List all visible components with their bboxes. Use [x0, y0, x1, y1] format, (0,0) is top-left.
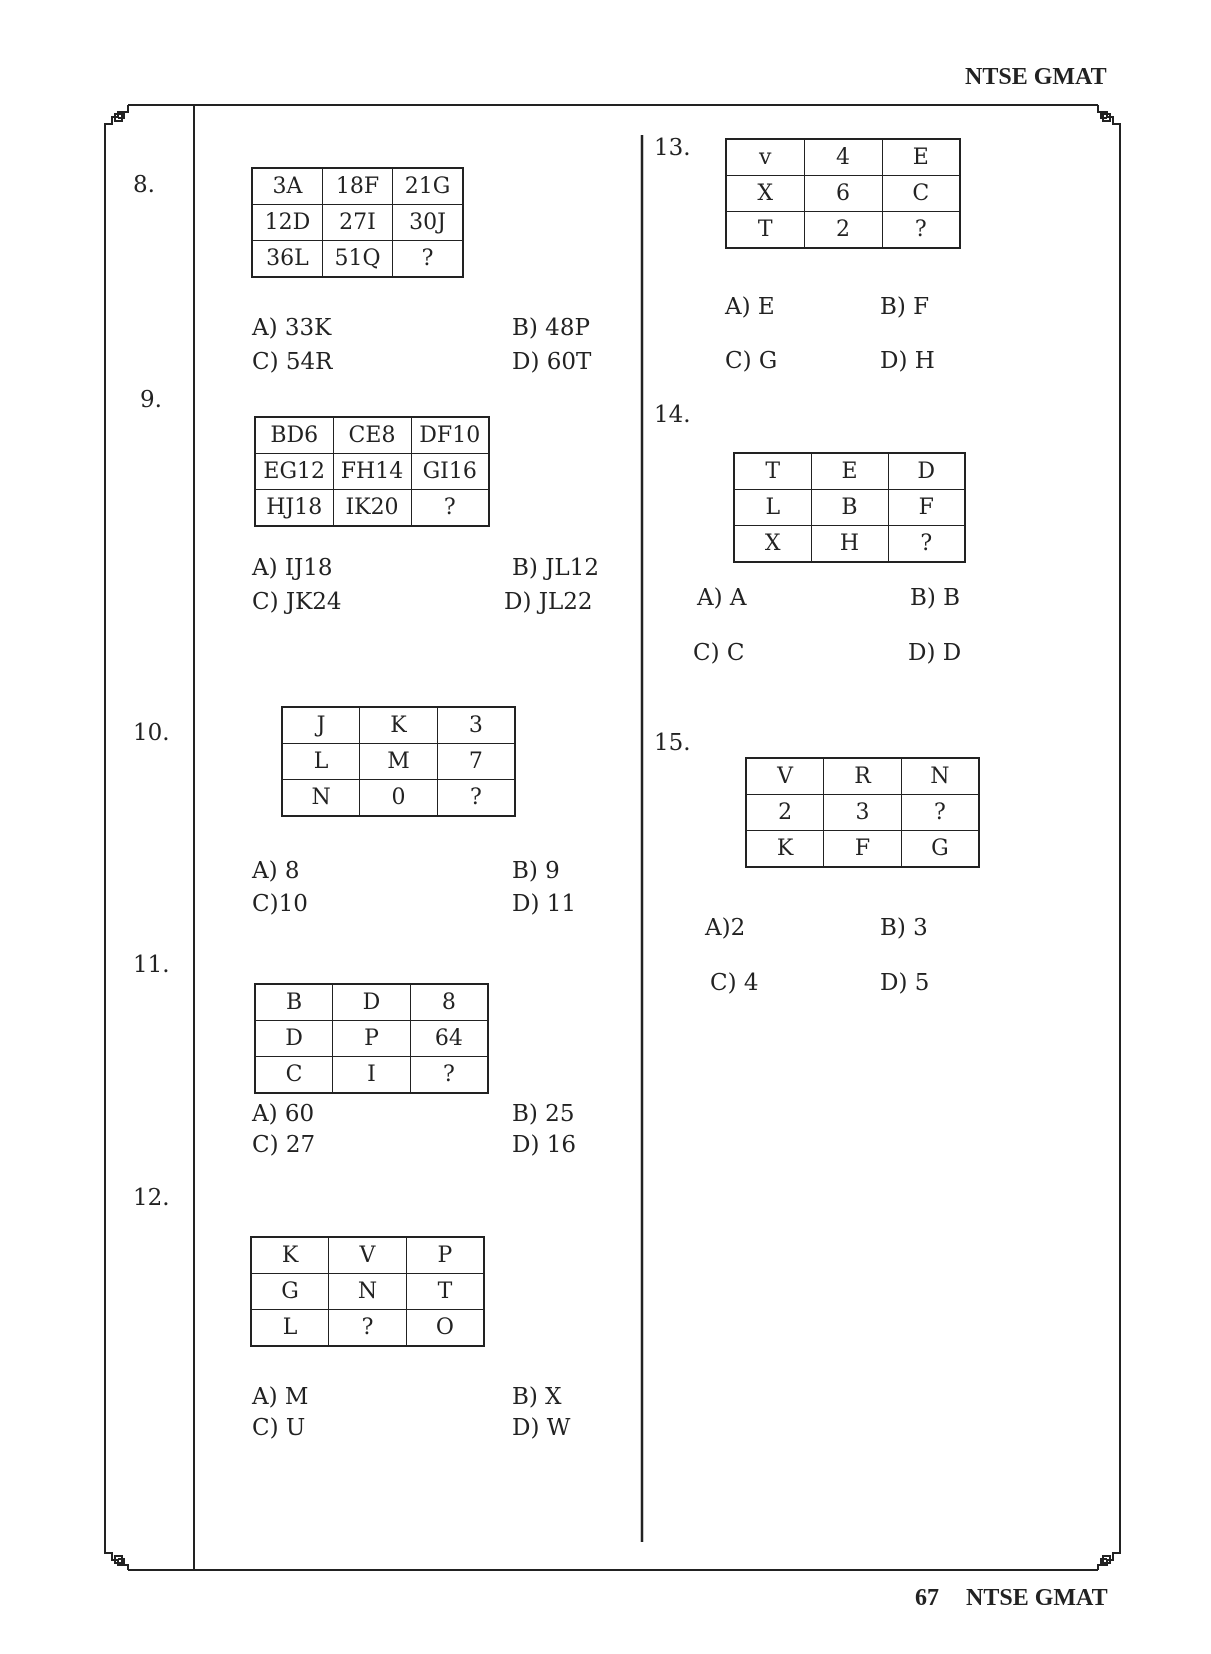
question-12-grid	[250, 1236, 485, 1347]
grid-cell: X	[726, 176, 804, 212]
option-d[interactable]: D) 16	[512, 1132, 576, 1158]
grid-cell: K	[251, 1237, 329, 1274]
grid-cell: F	[888, 490, 965, 526]
grid-cell: 64	[410, 1021, 488, 1057]
option-b[interactable]: B) F	[880, 294, 930, 320]
grid-cell: 3	[824, 795, 902, 831]
option-c[interactable]: C) U	[252, 1415, 306, 1441]
grid-cell: O	[406, 1310, 484, 1347]
option-c[interactable]: C) G	[725, 348, 778, 374]
grid-cell: BD6	[255, 417, 333, 454]
grid-cell: 36L	[252, 241, 322, 278]
option-c[interactable]: C) JK24	[252, 589, 342, 615]
option-c[interactable]: C) 4	[710, 970, 759, 996]
grid-cell: T	[406, 1274, 484, 1310]
grid-cell: C	[255, 1057, 333, 1094]
option-a[interactable]: A) 8	[252, 858, 300, 884]
option-b[interactable]: B) B	[910, 585, 961, 611]
grid-cell: N	[329, 1274, 407, 1310]
question-number: 9.	[140, 387, 162, 413]
option-d[interactable]: D) H	[880, 348, 935, 374]
option-a[interactable]: A) A	[697, 585, 747, 611]
grid-cell: IK20	[333, 490, 411, 527]
grid-cell: 8	[410, 984, 488, 1021]
grid-cell: B	[811, 490, 888, 526]
grid-cell: ?	[901, 795, 979, 831]
option-b[interactable]: B) 48P	[512, 315, 590, 341]
question-number: 12.	[133, 1185, 170, 1211]
grid-cell: D	[255, 1021, 333, 1057]
grid-cell: V	[329, 1237, 407, 1274]
option-c[interactable]: C) C	[693, 640, 745, 666]
question-11-grid	[254, 983, 489, 1094]
grid-cell: EG12	[255, 454, 333, 490]
question-9-grid	[254, 416, 490, 527]
grid-cell: L	[734, 490, 811, 526]
grid-cell: 18F	[322, 168, 392, 205]
grid-cell: P	[406, 1237, 484, 1274]
grid-cell: 0	[360, 780, 438, 817]
option-a[interactable]: A) 33K	[252, 315, 332, 341]
option-d[interactable]: D) 5	[880, 970, 930, 996]
grid-cell: 6	[804, 176, 882, 212]
footer-title: NTSE GMAT	[966, 1585, 1108, 1611]
grid-cell: J	[282, 707, 360, 744]
option-c[interactable]: C)10	[252, 891, 308, 917]
grid-cell: D	[333, 984, 411, 1021]
option-d[interactable]: D) 60T	[512, 349, 592, 375]
grid-cell: T	[726, 212, 804, 249]
grid-cell: ?	[410, 1057, 488, 1094]
grid-cell: X	[734, 526, 811, 563]
option-b[interactable]: B) 9	[512, 858, 560, 884]
question-number: 11.	[133, 952, 170, 978]
grid-cell: R	[824, 758, 902, 795]
grid-cell: ?	[329, 1310, 407, 1347]
grid-cell: ?	[411, 490, 489, 527]
option-b[interactable]: B) 3	[880, 915, 928, 941]
grid-cell: F	[824, 831, 902, 868]
grid-cell: 27I	[322, 205, 392, 241]
grid-cell: 2	[804, 212, 882, 249]
question-number: 10.	[133, 720, 170, 746]
grid-cell: L	[282, 744, 360, 780]
grid-cell: K	[360, 707, 438, 744]
question-15-grid	[745, 757, 980, 868]
option-c[interactable]: C) 27	[252, 1132, 316, 1158]
grid-cell: I	[333, 1057, 411, 1094]
question-number: 8.	[133, 172, 155, 198]
grid-cell: H	[811, 526, 888, 563]
question-10-grid	[281, 706, 516, 817]
option-c[interactable]: C) 54R	[252, 349, 333, 375]
question-number: 13.	[654, 135, 691, 161]
option-a[interactable]: A) 60	[252, 1101, 315, 1127]
option-a[interactable]: A) E	[725, 294, 775, 320]
grid-cell: ?	[888, 526, 965, 563]
grid-cell: CE8	[333, 417, 411, 454]
grid-cell: C	[882, 176, 960, 212]
grid-cell: D	[888, 453, 965, 490]
grid-cell: N	[282, 780, 360, 817]
grid-cell: 30J	[393, 205, 463, 241]
grid-cell: FH14	[333, 454, 411, 490]
grid-cell: v	[726, 139, 804, 176]
grid-cell: 3	[437, 707, 515, 744]
grid-cell: E	[882, 139, 960, 176]
grid-cell: ?	[393, 241, 463, 278]
grid-cell: G	[251, 1274, 329, 1310]
grid-cell: ?	[882, 212, 960, 249]
grid-cell: 51Q	[322, 241, 392, 278]
page-number: 67	[915, 1585, 939, 1611]
question-14-grid	[733, 452, 966, 563]
grid-cell: N	[901, 758, 979, 795]
grid-cell: B	[255, 984, 333, 1021]
grid-cell: L	[251, 1310, 329, 1347]
grid-cell: GI16	[411, 454, 489, 490]
question-13-grid	[725, 138, 961, 249]
header-title: NTSE GMAT	[965, 64, 1107, 90]
option-d[interactable]: D) 11	[512, 891, 576, 917]
grid-cell: 7	[437, 744, 515, 780]
grid-cell: G	[901, 831, 979, 868]
grid-cell: K	[746, 831, 824, 868]
grid-cell: DF10	[411, 417, 489, 454]
option-d[interactable]: D) D	[908, 640, 962, 666]
grid-cell: 2	[746, 795, 824, 831]
grid-cell: M	[360, 744, 438, 780]
grid-cell: 3A	[252, 168, 322, 205]
grid-cell: T	[734, 453, 811, 490]
grid-cell: 4	[804, 139, 882, 176]
grid-cell: HJ18	[255, 490, 333, 527]
grid-cell: 12D	[252, 205, 322, 241]
grid-cell: 21G	[393, 168, 463, 205]
option-a[interactable]: A)2	[705, 915, 746, 941]
grid-cell: E	[811, 453, 888, 490]
option-b[interactable]: B) 25	[512, 1101, 575, 1127]
option-a[interactable]: A) IJ18	[252, 555, 333, 581]
grid-cell: P	[333, 1021, 411, 1057]
option-d[interactable]: D) W	[512, 1415, 571, 1441]
question-8-grid	[251, 167, 464, 278]
grid-cell: V	[746, 758, 824, 795]
grid-cell: ?	[437, 780, 515, 817]
question-number: 14.	[654, 402, 691, 428]
option-a[interactable]: A) M	[252, 1384, 309, 1410]
question-number: 15.	[654, 730, 691, 756]
option-d[interactable]: D) JL22	[504, 589, 593, 615]
option-b[interactable]: B) X	[512, 1384, 562, 1410]
option-b[interactable]: B) JL12	[512, 555, 599, 581]
